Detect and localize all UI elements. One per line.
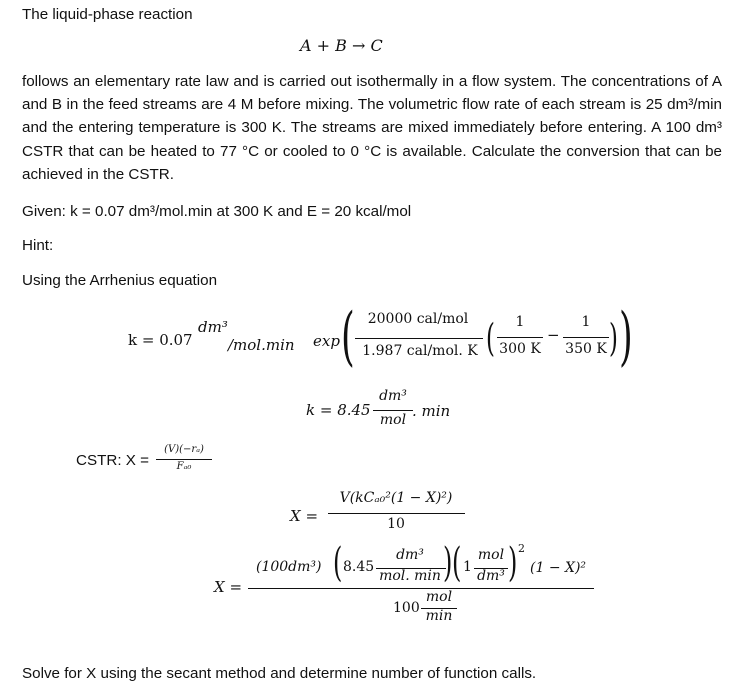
eq1-frac-num: 20000 cal/mol [367, 311, 469, 327]
hint-label: Hint: [22, 237, 54, 254]
eq1-exp: exp [313, 332, 340, 350]
eq4-lhs: X = [214, 578, 243, 596]
eq2-num: dm³ [379, 388, 407, 404]
problem-heading: The liquid-phase reaction [22, 6, 193, 23]
eq1-t2-num: 1 [581, 314, 591, 330]
eq3-bar [328, 513, 465, 514]
eq3-den: 10 [387, 516, 405, 532]
given-line: Given: k = 0.07 dm³/mol.min at 300 K and E = 20 kcal/mol [22, 203, 412, 220]
eq4-num-b-frac-num: dm³ [396, 547, 424, 563]
eq1-lhs: k = 0.07 [128, 331, 193, 349]
eq3-num: V(kCₐ₀²(1 − X)²) [339, 490, 453, 506]
task-instruction: Solve for X using the secant method and determine number of function calls. [22, 665, 537, 682]
reaction-equation: A + B → C [300, 36, 383, 55]
eq4-den-frac-den: min [425, 608, 453, 624]
eq3-lhs: X = [290, 507, 319, 525]
eq4-num-d: (1 − X)² [530, 560, 587, 576]
eq4-num-c: 1 [463, 559, 472, 575]
eq4-paren-c-close: ) [508, 540, 518, 586]
eq4-num-b-frac-den: mol. min [379, 568, 441, 584]
problem-paragraph: follows an elementary rate law and is carried out isothermally in a flow system. The concentrations of A and B in the feed streams are 4 M before mixing. The volumetric flow rate of each stream is 25 dm³/min and the entering temperature is 300 K. The streams are mixed immediately before entering. A 100 dm³ CSTR that can be heated to 77 °C or cooled to 0 °C is available. Calculate the conversion that can be achieved in the CSTR. [22, 73, 722, 183]
eq1-frac-bar [355, 338, 483, 339]
eq1-unit-den: /mol.min [228, 336, 295, 354]
eq1-t1-bar [497, 337, 543, 338]
eq1-t2-bar [563, 337, 609, 338]
eq1-small-paren-open: ( [486, 316, 495, 360]
eq1-small-paren-close: ) [609, 316, 618, 360]
eq4-den-a: 100 [393, 600, 420, 616]
eq4-num-c-frac-den: dm³ [477, 568, 505, 584]
cstr-den: Fₐ₀ [176, 461, 192, 472]
eq2-tail: . min [412, 402, 451, 420]
cstr-label: CSTR: X = [76, 452, 150, 469]
eq4-den-frac-num: mol [425, 589, 453, 605]
eq1-big-paren-open: ( [341, 300, 355, 374]
cstr-bar [156, 459, 212, 460]
eq2-den: mol [379, 412, 407, 428]
eq1-unit-num: dm³ [198, 318, 228, 336]
eq4-paren-b-open: ( [333, 540, 343, 586]
eq4-num-c-frac-num: mol [477, 547, 505, 563]
eq1-minus: − [547, 326, 560, 344]
eq4-paren-b-close: ) [443, 540, 453, 586]
arrhenius-intro: Using the Arrhenius equation [22, 272, 218, 289]
eq4-num-c-exp: 2 [518, 542, 525, 555]
eq1-big-paren-close: ) [619, 300, 633, 374]
eq4-num-b: 8.45 [343, 559, 375, 575]
cstr-num: (V)(−rₐ) [164, 444, 204, 455]
eq4-num-a: (100dm³) [256, 559, 322, 575]
eq1-t1-den: 300 K [499, 341, 541, 357]
eq2-bar [373, 410, 413, 411]
eq4-paren-c-open: ( [452, 540, 462, 586]
eq1-t1-num: 1 [515, 314, 525, 330]
eq1-frac-den: 1.987 cal/mol. K [362, 343, 478, 359]
eq1-t2-den: 350 K [565, 341, 607, 357]
eq2-lhs: k = 8.45 [306, 401, 371, 419]
